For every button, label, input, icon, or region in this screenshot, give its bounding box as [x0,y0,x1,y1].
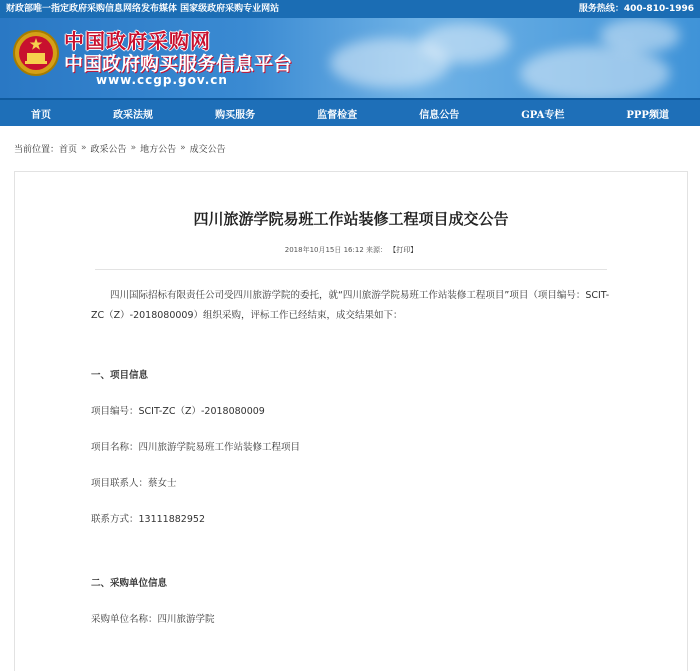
breadcrumb-prefix: 当前位置： [14,144,60,155]
site-url: www.ccgp.gov.cn [96,73,228,87]
breadcrumb [0,136,700,160]
top-info-bar [0,0,700,18]
project-contact-phone: 联系方式：13111882952 [91,514,205,525]
article-body [15,286,687,630]
breadcrumb-separator: » [130,143,137,153]
breadcrumb-procurement-notices[interactable]: 政采公告 [90,144,127,155]
nav-item-home[interactable]: 首页 [31,109,52,121]
article-meta [15,245,687,255]
nav-item-ppp[interactable]: PPP频道 [626,109,669,121]
breadcrumb-separator: » [81,143,87,153]
title-divider [95,269,607,270]
buyer-name: 采购单位名称：四川旅游学院 [91,614,215,625]
section-heading-buyer-info: 二、采购单位信息 [91,578,168,589]
nav-item-supervision[interactable]: 监督检查 [317,109,358,121]
section-heading-project-info: 一、项目信息 [91,370,149,381]
article-card [14,171,688,671]
nav-item-purchase-services[interactable]: 购买服务 [215,109,256,121]
breadcrumb-deal-notices[interactable]: 成交公告 [189,144,226,155]
main-nav [0,98,700,126]
site-banner [0,18,700,98]
service-hotline: 服务热线：400-810-1996 [578,4,694,14]
publish-date: 2018年10月15日 16:12 来源： [284,246,388,254]
project-contact-person: 项目联系人：蔡女士 [91,478,177,489]
site-title-primary: 中国政府采购网 [64,29,211,53]
breadcrumb-home[interactable]: 首页 [59,144,78,155]
project-number: 项目编号：SCIT-ZC（Z）-2018080009 [91,406,265,417]
site-title-secondary: 中国政府购买服务信息平台 [64,53,293,75]
nav-item-announcements[interactable]: 信息公告 [419,109,460,121]
project-name: 项目名称：四川旅游学院易班工作站装修工程项目 [91,442,301,453]
breadcrumb-separator: » [180,143,186,153]
top-info-left: 财政部唯一指定政府采购信息网络发布媒体 国家级政府采购专业网站 [6,4,280,14]
nav-item-gpa[interactable]: GPA专栏 [521,109,565,121]
article-title: 四川旅游学院易班工作站装修工程项目成交公告 [193,210,509,228]
breadcrumb-local-notices[interactable]: 地方公告 [140,144,177,155]
nav-item-regulations[interactable]: 政采法规 [113,109,154,121]
intro-paragraph: 四川国际招标有限责任公司受四川旅游学院的委托，就“四川旅游学院易班工作站装修工程项目”项目（项目编号：SCIT-ZC（Z）-2018080009）组织采购，评标工作已经结束，成交结果如下： [91,290,610,321]
print-link[interactable]: 【打印】 [389,246,418,254]
national-emblem-icon [12,29,60,77]
